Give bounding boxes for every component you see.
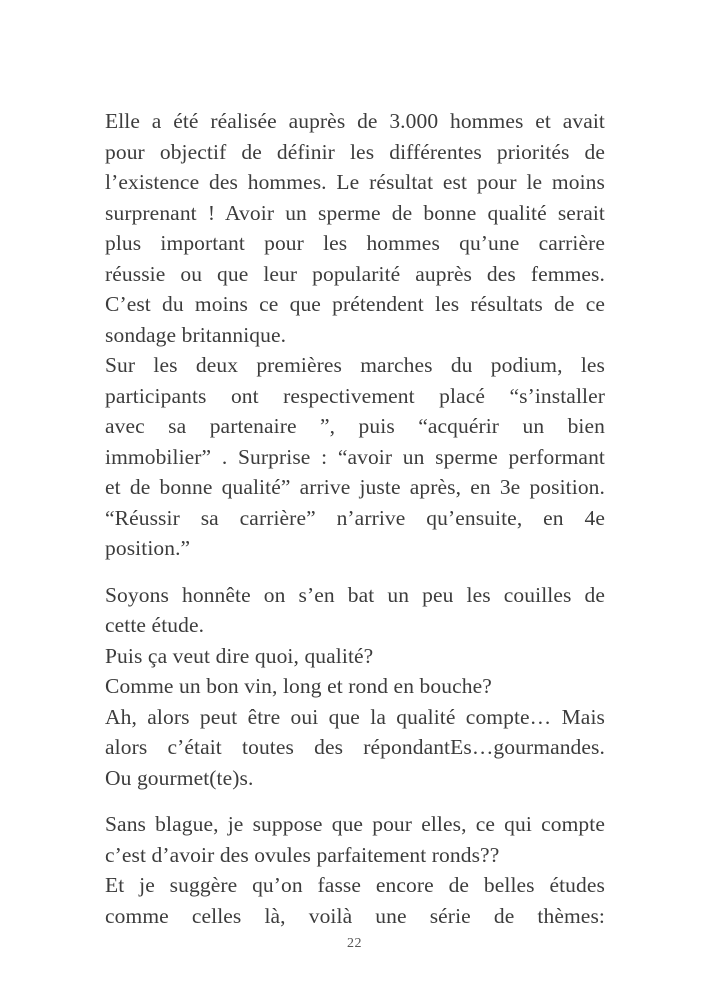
text-line: réussie ou que leur popularité auprès des femmes. <box>105 261 605 286</box>
text-line: position.” <box>105 536 191 560</box>
text-line: surprenant ! Avoir un sperme de bonne qualité serait <box>105 200 605 225</box>
text-line: C’est du moins ce que prétendent les résultats de ce <box>105 292 605 316</box>
text-line: Soyons honnête on s’en bat un peu les couilles de <box>105 582 605 607</box>
text-line: Et je suggère qu’on fasse encore de belles études <box>105 873 605 897</box>
text-line: immobilier” . Surprise : “avoir un sperme performant <box>105 444 605 469</box>
paragraph <box>105 580 605 641</box>
text-line: avec sa partenaire ”, puis “acquérir un bien <box>105 414 605 438</box>
text-line: et de bonne qualité” arrive juste après, en 3e position. <box>105 475 605 499</box>
page-number: 22 <box>347 936 362 951</box>
paragraph <box>105 106 605 350</box>
text-line: alors c’était toutes des répondantEs…gourmandes. <box>105 735 605 759</box>
text-line: cette étude. <box>105 613 205 637</box>
paragraph <box>105 870 605 931</box>
text-line: Sans blague, je suppose que pour elles, ce qui compte <box>105 812 605 836</box>
paragraph <box>105 809 605 870</box>
text-line: Puis ça veut dire quoi, qualité? <box>105 643 374 668</box>
paragraph <box>105 641 605 672</box>
text-line: c’est d’avoir des ovules parfaitement ronds?? <box>105 842 500 867</box>
text-line: Elle a été réalisée auprès de 3.000 hommes et avait <box>105 109 605 133</box>
text-line: Sur les deux premières marches du podium, les <box>105 353 605 377</box>
text-line: participants ont respectivement placé “s’installer <box>105 383 605 408</box>
text-line: Ou gourmet(te)s. <box>105 765 254 790</box>
text-line: plus important pour les hommes qu’une carrière <box>105 231 605 255</box>
text-line: pour objectif de définir les différentes priorités de <box>105 139 605 164</box>
paragraph <box>105 350 605 564</box>
paragraph <box>105 671 605 702</box>
text-block <box>105 106 605 931</box>
text-line: Comme un bon vin, long et rond en bouche? <box>105 674 492 698</box>
text-line: Ah, alors peut être oui que la qualité compte… Mais <box>105 704 605 729</box>
paragraph <box>105 702 605 794</box>
text-line: sondage britannique. <box>105 322 287 347</box>
text-line: comme celles là, voilà une série de thèmes: <box>105 903 605 928</box>
text-line: l’existence des hommes. Le résultat est pour le moins <box>105 170 605 194</box>
text-line: “Réussir sa carrière” n’arrive qu’ensuite, en 4e <box>105 505 605 530</box>
